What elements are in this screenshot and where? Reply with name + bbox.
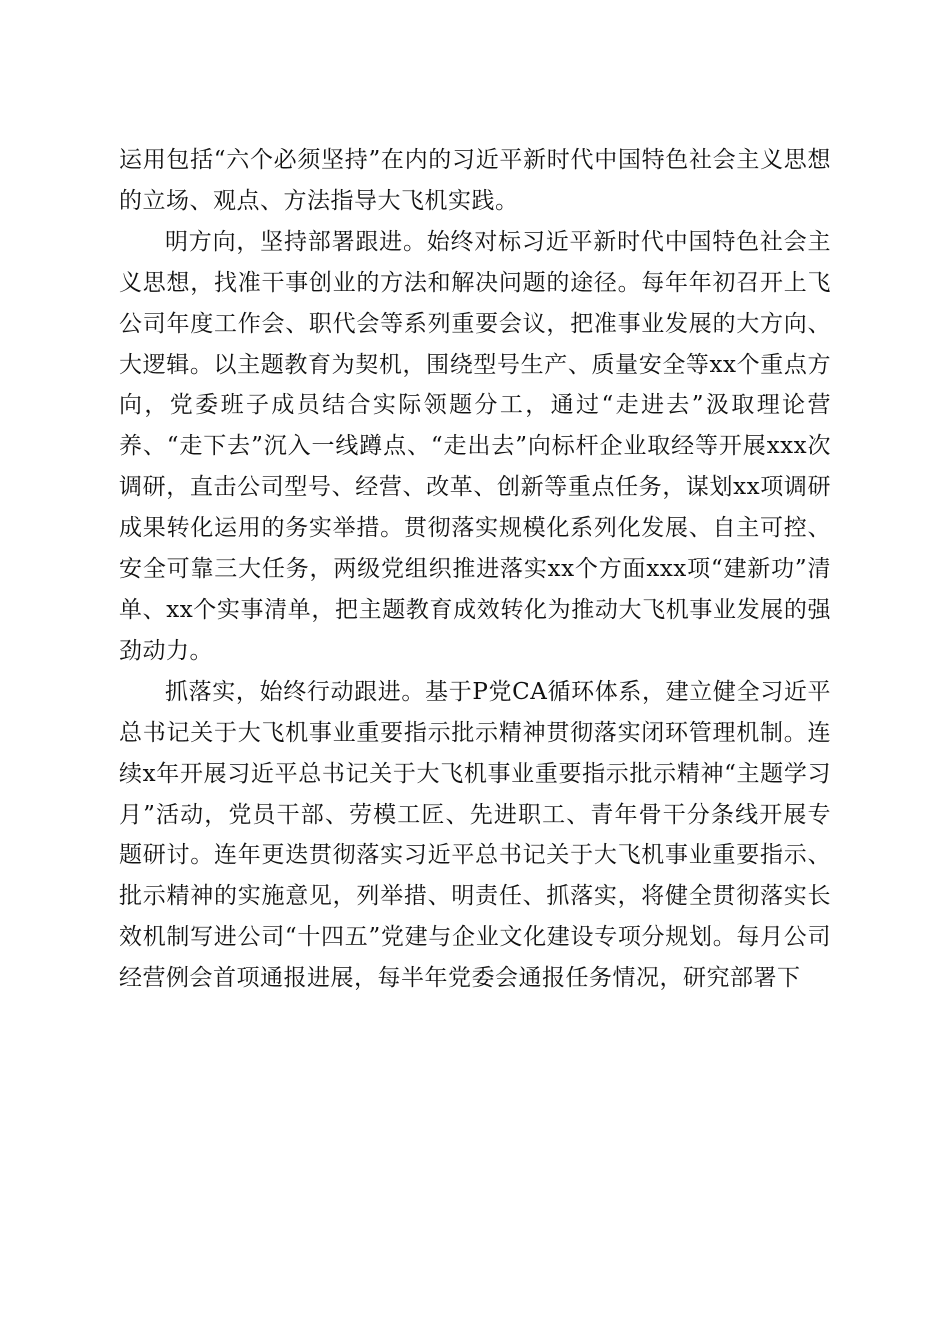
paragraph-direction: 明方向，坚持部署跟进。始终对标习近平新时代中国特色社会主义思想，找准干事创业的方法和解决问题的途径。每年年初召开上飞公司年度工作会、职代会等系列重要会议，把准事业发展的大方向、大逻辑。以主题教育为契机，围绕型号生产、质量安全等xx个重点方向，党委班子成员结合实际领题分工，通过“走进去”汲取理论营养、“走下去”沉入一线蹲点、“走出去”向标杆企业取经等开展xxx次调研，直击公司型号、经营、改革、创新等重点任务，谋划xx项调研成果转化运用的务实举措。贯彻落实规模化系列化发展、自主可控、安全可靠三大任务，两级党组织推进落实xx个方面xxx项“建新功”清单、xx个实事清单，把主题教育成效转化为推动大飞机事业发展的强劲动力。 <box>119 228 831 664</box>
paragraph-implementation: 抓落实，始终行动跟进。基于P党CA循环体系，建立健全习近平总书记关于大飞机事业重要指示批示精神贯彻落实闭环管理机制。连续x年开展习近平总书记关于大飞机事业重要指示批示精神“主题学习月”活动，党员干部、劳模工匠、先进职工、青年骨干分条线开展专题研讨。连年更迭贯彻落实习近平总书记关于大飞机事业重要指示、批示精神的实施意见，列举措、明责任、抓落实，将健全贯彻落实长效机制写进公司“十四五”党建与企业文化建设专项分规划。每月公司经营例会首项通报进展，每半年党委会通报任务情况，研究部署下 <box>119 678 831 992</box>
document-body <box>119 140 831 999</box>
paragraph-continuation: 运用包括“六个必须坚持”在内的习近平新时代中国特色社会主义思想的立场、观点、方法指导大飞机实践。 <box>119 147 831 214</box>
